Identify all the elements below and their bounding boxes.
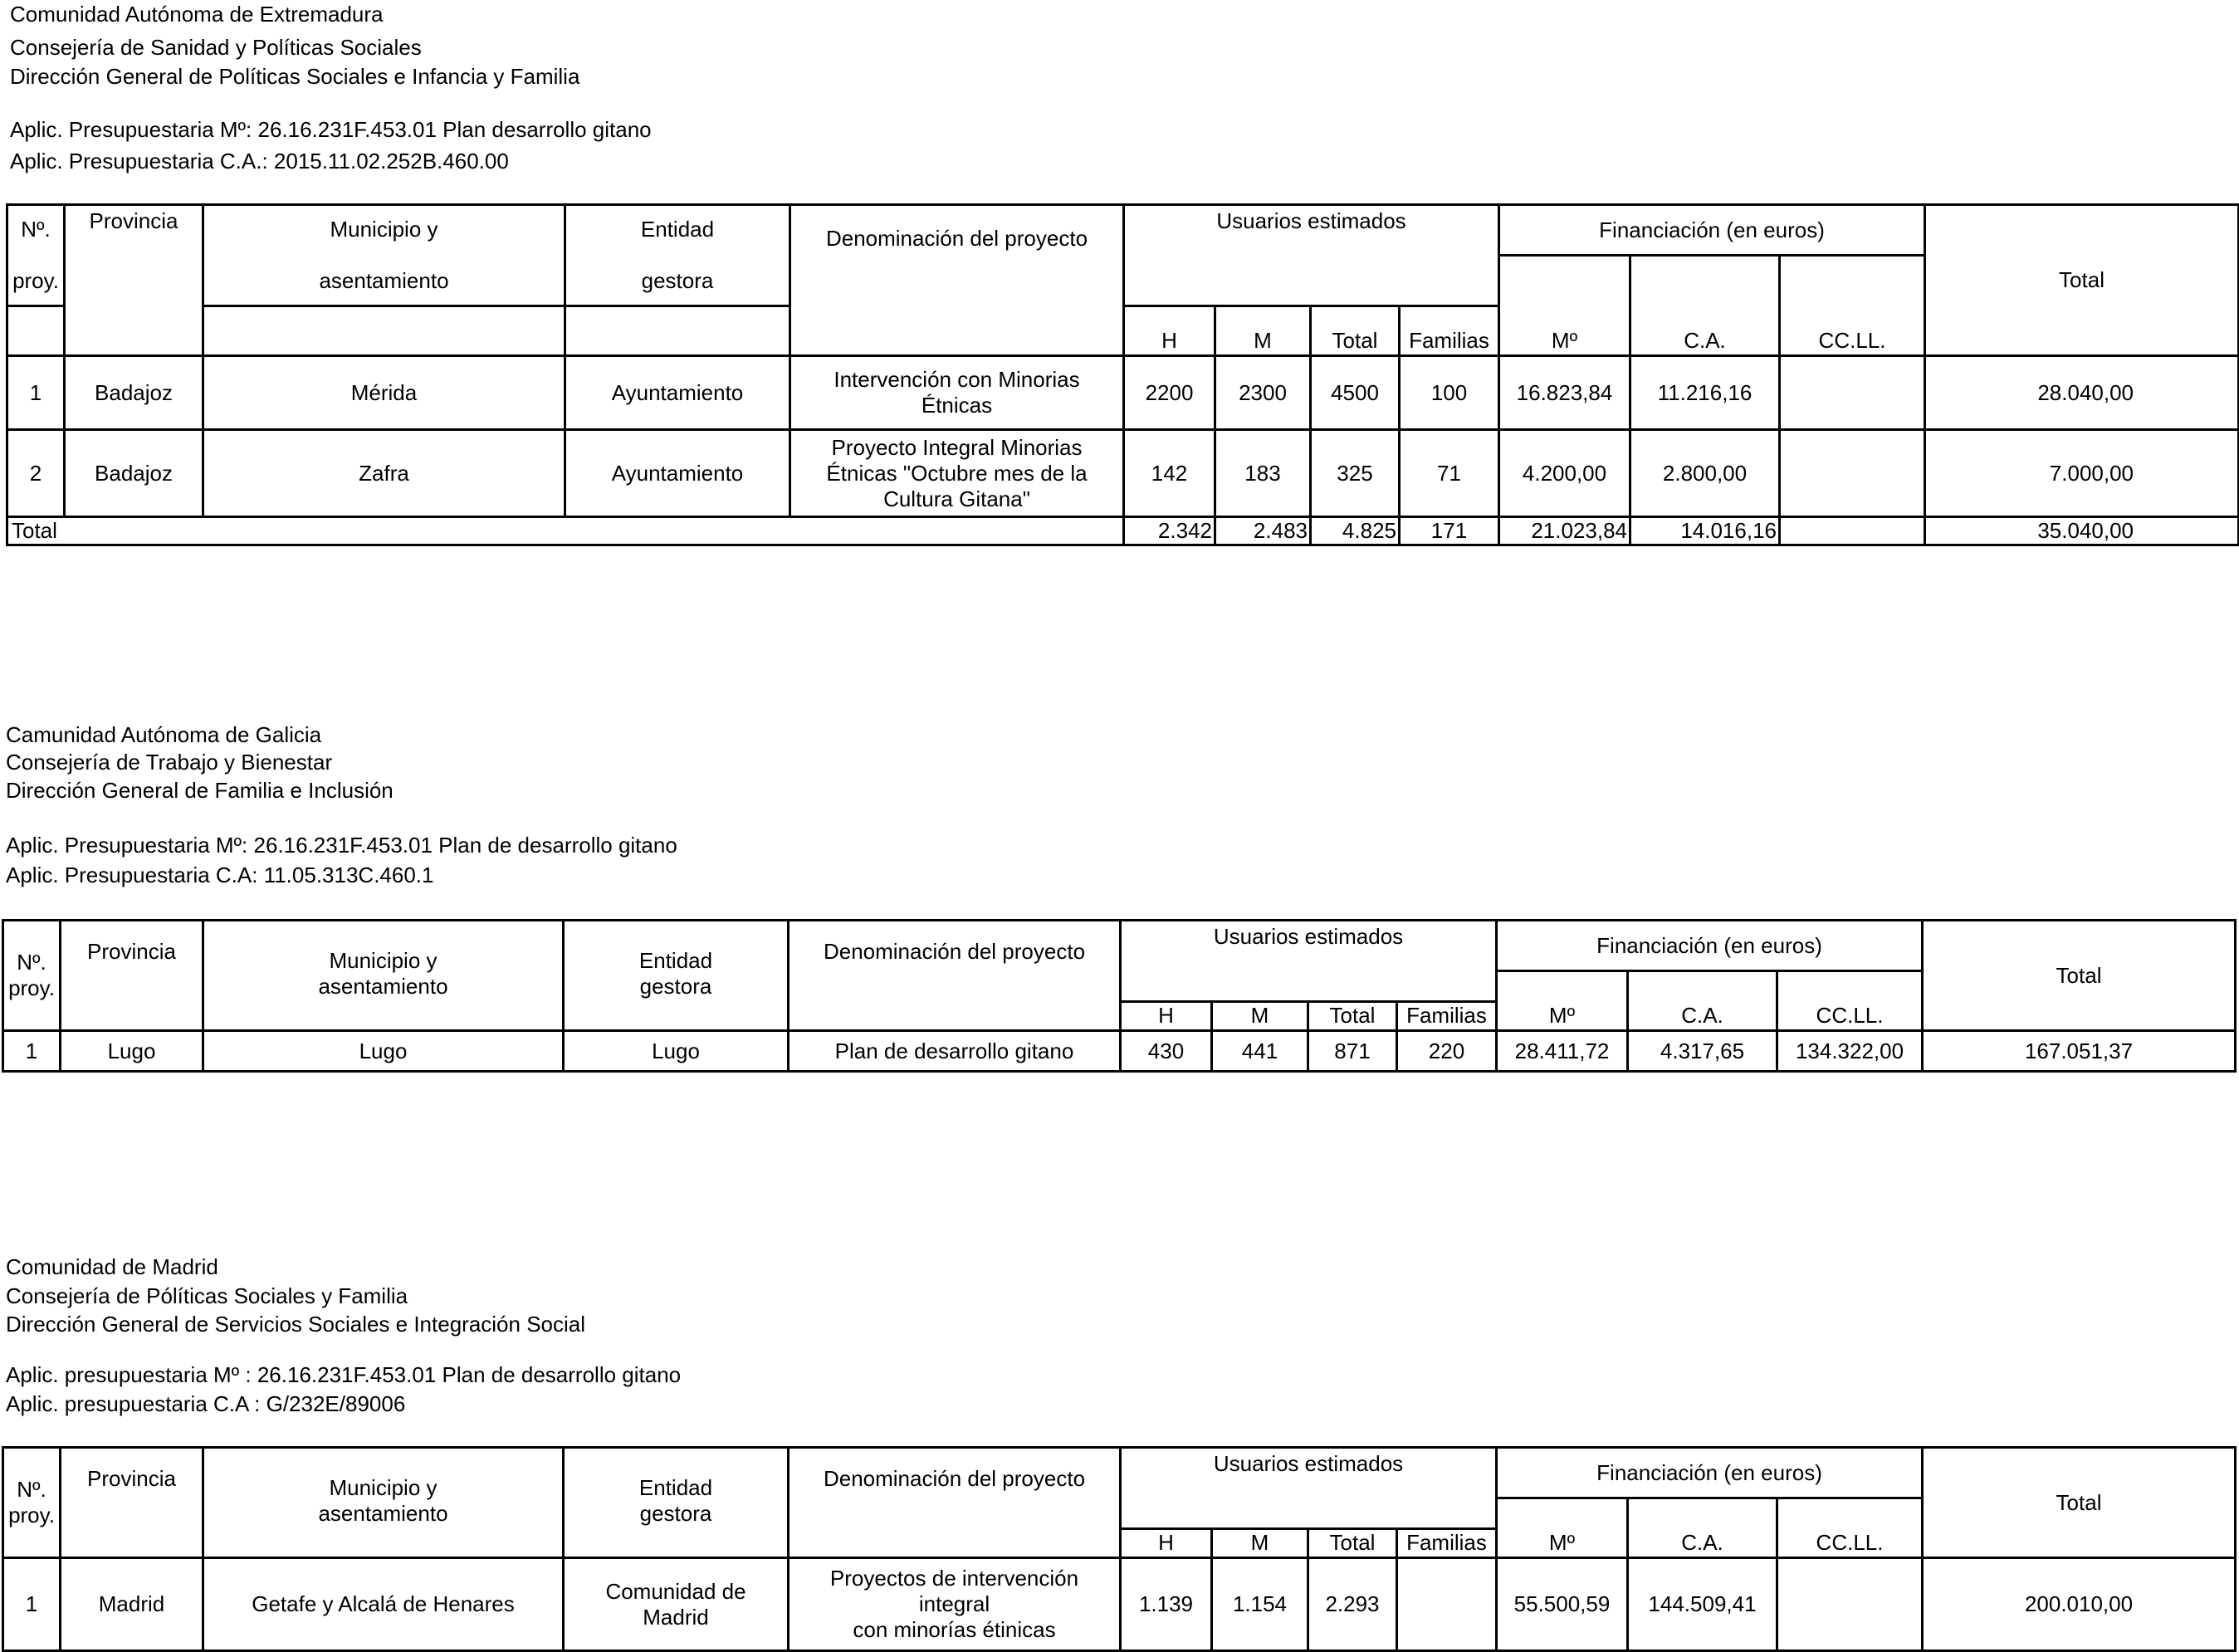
header-entidad: Entidad gestora [564, 921, 789, 1031]
totals-familias: 171 [1400, 517, 1499, 545]
totals-total-usuarios: 4.825 [1311, 517, 1400, 545]
table-row [3, 1031, 2236, 1072]
cell-total: 167.051,37 [1923, 1031, 2236, 1072]
header-total-usuarios: Total [1308, 1002, 1397, 1031]
header-ccll: CC.LL. [1777, 971, 1923, 1031]
cell-total-usuarios: 4500 [1311, 356, 1400, 430]
section2-table [2, 919, 2237, 1073]
section1-table [6, 203, 2239, 546]
cell-m: 2300 [1215, 356, 1311, 430]
cell-entidad: Ayuntamiento [565, 430, 790, 517]
table-row [7, 430, 2239, 517]
cell-denominacion: Plan de desarrollo gitano [789, 1031, 1121, 1072]
header-financiacion: Financiación (en euros) [1497, 1448, 1923, 1498]
cell-municipio: Getafe y Alcalá de Henares [203, 1558, 564, 1651]
totals-h: 2.342 [1124, 517, 1215, 545]
cell-ca: 2.800,00 [1630, 430, 1780, 517]
cell-mo: 55.500,59 [1497, 1558, 1628, 1651]
table-row [3, 1558, 2236, 1651]
cell-denominacion: Proyecto Integral Minorias Étnicas "Octubre mes de la Cultura Gitana" [790, 430, 1124, 517]
section2-directorate: Dirección General de Familia e Inclusión [6, 778, 394, 803]
cell-familias [1397, 1558, 1497, 1651]
header-financiacion: Financiación (en euros) [1499, 205, 1925, 256]
cell-h: 1.139 [1121, 1558, 1212, 1651]
header-total-usuarios: Total [1311, 306, 1400, 356]
totals-ccll [1780, 517, 1925, 545]
header-usuarios: Usuarios estimados [1121, 1448, 1497, 1529]
header-usuarios: Usuarios estimados [1121, 921, 1497, 1002]
section3-directorate: Dirección General de Servicios Sociales e Integración Social [6, 1312, 586, 1337]
cell-h: 142 [1124, 430, 1215, 517]
header-mo: Mº [1499, 256, 1630, 356]
section3-region: Comunidad de Madrid [6, 1254, 218, 1279]
cell-municipio: Mérida [203, 356, 565, 430]
header-h: H [1124, 306, 1215, 356]
header-total: Total [1923, 921, 2236, 1031]
header-m: M [1212, 1529, 1308, 1558]
header-m: M [1215, 306, 1311, 356]
cell-total: 7.000,00 [1925, 430, 2239, 517]
header-municipio: Municipio y asentamiento [203, 921, 564, 1031]
cell-num: 1 [3, 1031, 61, 1072]
totals-mo: 21.023,84 [1499, 517, 1630, 545]
cell-total: 28.040,00 [1925, 356, 2239, 430]
cell-provincia: Lugo [61, 1031, 203, 1072]
totals-label: Total [7, 517, 1124, 545]
cell-num: 1 [3, 1558, 61, 1651]
cell-municipio: Lugo [203, 1031, 564, 1072]
header-familias: Familias [1397, 1529, 1497, 1558]
header-municipio: Municipio y asentamiento [203, 205, 565, 306]
cell-mo: 4.200,00 [1499, 430, 1630, 517]
cell-entidad: Comunidad de Madrid [564, 1558, 789, 1651]
section1-budget-line-mo: Aplic. Presupuestaria Mº: 26.16.231F.453.01 Plan desarrollo gitano [10, 117, 652, 142]
header-financiacion: Financiación (en euros) [1497, 921, 1923, 971]
section3-budget-line-ca: Aplic. presupuestaria C.A : G/232E/89006 [6, 1391, 406, 1416]
section1-department: Consejería de Sanidad y Políticas Sociales [10, 35, 422, 60]
cell-h: 2200 [1124, 356, 1215, 430]
header-mo: Mº [1497, 971, 1628, 1031]
cell-ca: 4.317,65 [1628, 1031, 1777, 1072]
cell-h: 430 [1121, 1031, 1212, 1072]
cell-entidad: Lugo [564, 1031, 789, 1072]
cell-mo: 16.823,84 [1499, 356, 1630, 430]
totals-m: 2.483 [1215, 517, 1311, 545]
header-denominacion: Denominación del proyecto [789, 921, 1121, 1031]
header-familias: Familias [1400, 306, 1499, 356]
header-municipio: Municipio y asentamiento [203, 1448, 564, 1558]
header-num-proy: Nº. proy. [3, 921, 61, 1031]
header-provincia: Provincia [65, 205, 203, 356]
cell-total-usuarios: 2.293 [1308, 1558, 1397, 1651]
header-num: Nº. proy. [7, 205, 65, 306]
section3-department: Consejería de Pólíticas Sociales y Familia [6, 1283, 408, 1308]
cell-m: 1.154 [1212, 1558, 1308, 1651]
cell-denominacion: Intervención con Minorias Étnicas [790, 356, 1124, 430]
header-usuarios: Usuarios estimados [1124, 205, 1499, 306]
cell-provincia: Madrid [61, 1558, 203, 1651]
header-ca: C.A. [1628, 1498, 1777, 1558]
cell-ca: 144.509,41 [1628, 1558, 1777, 1651]
header-denominacion: Denominación del proyecto [790, 205, 1124, 356]
section3-table [2, 1446, 2237, 1652]
header-num-proy: Nº. proy. [3, 1448, 61, 1558]
section1-budget-line-ca: Aplic. Presupuestaria C.A.: 2015.11.02.252B.460.00 [10, 149, 509, 174]
cell-ca: 11.216,16 [1630, 356, 1780, 430]
header-m: M [1212, 1002, 1308, 1031]
cell-m: 441 [1212, 1031, 1308, 1072]
cell-total-usuarios: 325 [1311, 430, 1400, 517]
cell-num: 2 [7, 430, 65, 517]
cell-num: 1 [7, 356, 65, 430]
header-denominacion: Denominación del proyecto [789, 1448, 1121, 1558]
header-total: Total [1923, 1448, 2236, 1558]
header-ca: C.A. [1628, 971, 1777, 1031]
table-row [7, 356, 2239, 430]
cell-ccll [1777, 1558, 1923, 1651]
header-ccll: CC.LL. [1780, 256, 1925, 356]
header-ccll: CC.LL. [1777, 1498, 1923, 1558]
header-entidad: Entidad gestora [565, 205, 790, 306]
section1-region: Comunidad Autónoma de Extremadura [10, 2, 384, 27]
cell-familias: 71 [1400, 430, 1499, 517]
section1-directorate: Dirección General de Políticas Sociales e Infancia y Familia [10, 64, 580, 89]
header-total-usuarios: Total [1308, 1529, 1397, 1558]
cell-total-usuarios: 871 [1308, 1031, 1397, 1072]
cell-entidad: Ayuntamiento [565, 356, 790, 430]
section3-budget-line-mo: Aplic. presupuestaria Mº : 26.16.231F.453.01 Plan de desarrollo gitano [6, 1362, 682, 1387]
header-h: H [1121, 1529, 1212, 1558]
header-ca: C.A. [1630, 256, 1780, 356]
cell-denominacion: Proyectos de intervención integral con minorías étinicas [789, 1558, 1121, 1651]
cell-provincia: Badajoz [65, 430, 203, 517]
section2-region: Camunidad Autónoma de Galicia [6, 722, 322, 747]
cell-m: 183 [1215, 430, 1311, 517]
header-total: Total [1925, 205, 2239, 356]
cell-familias: 220 [1397, 1031, 1497, 1072]
header-provincia: Provincia [61, 1448, 203, 1558]
cell-ccll: 134.322,00 [1777, 1031, 1923, 1072]
section2-department: Consejería de Trabajo y Bienestar [6, 750, 333, 775]
header-familias: Familias [1397, 1002, 1497, 1031]
totals-ca: 14.016,16 [1630, 517, 1780, 545]
cell-ccll [1780, 356, 1925, 430]
totals-total: 35.040,00 [1925, 517, 2239, 545]
cell-ccll [1780, 430, 1925, 517]
header-h: H [1121, 1002, 1212, 1031]
header-provincia: Provincia [61, 921, 203, 1031]
cell-familias: 100 [1400, 356, 1499, 430]
header-mo: Mº [1497, 1498, 1628, 1558]
totals-row [7, 517, 2239, 545]
cell-mo: 28.411,72 [1497, 1031, 1628, 1072]
section2-budget-line-mo: Aplic. Presupuestaria Mº: 26.16.231F.453.01 Plan de desarrollo gitano [6, 833, 677, 858]
section2-budget-line-ca: Aplic. Presupuestaria C.A: 11.05.313C.460.1 [6, 863, 434, 887]
cell-municipio: Zafra [203, 430, 565, 517]
cell-total: 200.010,00 [1923, 1558, 2236, 1651]
header-entidad: Entidad gestora [564, 1448, 789, 1558]
cell-provincia: Badajoz [65, 356, 203, 430]
